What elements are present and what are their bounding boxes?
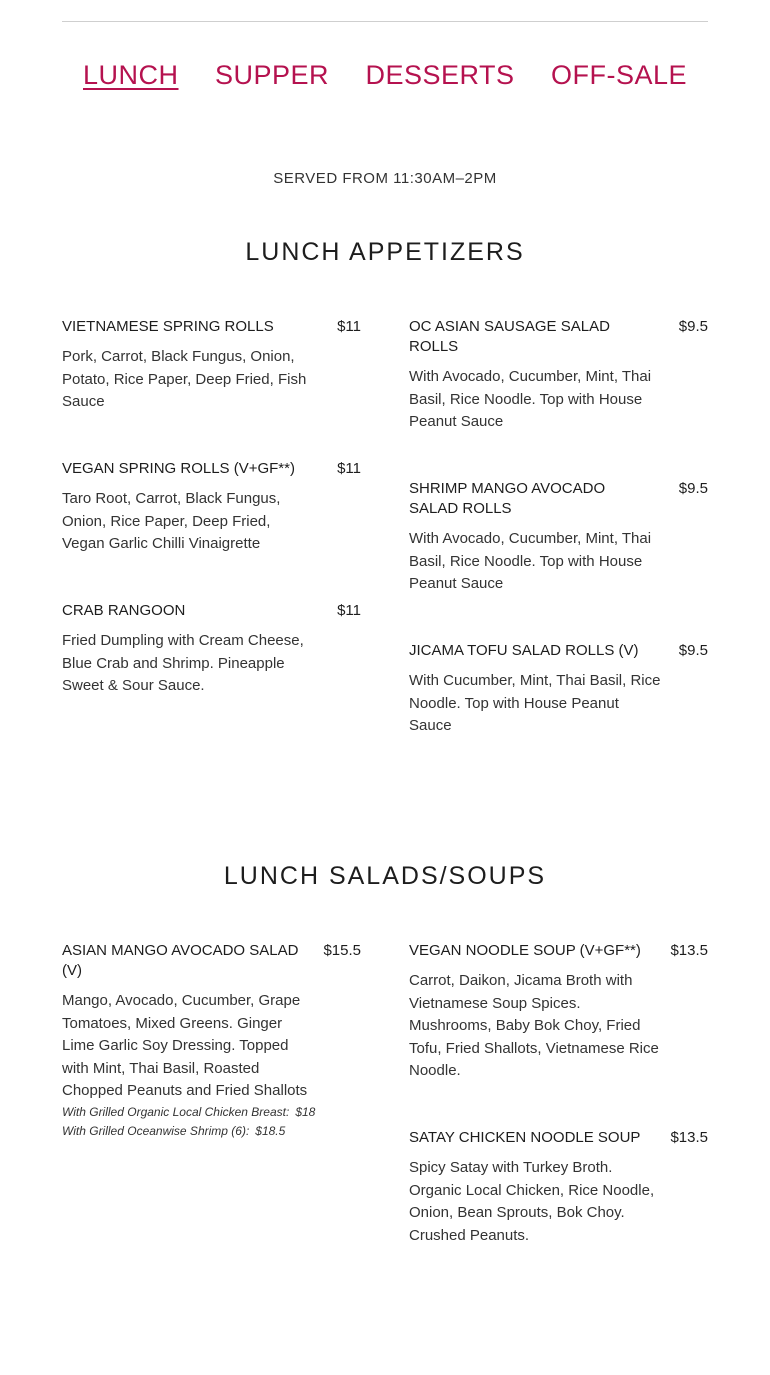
tab-supper[interactable]: SUPPER: [214, 60, 330, 90]
menu-item: [409, 641, 708, 738]
item-price: $9.5: [678, 642, 708, 659]
addon-price: $18: [295, 1104, 316, 1119]
item-description: Fried Dumpling with Cream Cheese, Blue Crab and Shrimp. Pineapple Sweet & Sour Sauce.: [62, 632, 304, 694]
item-description: With Avocado, Cucumber, Mint, Thai Basil, Rice Noodle. Top with House Peanut Sauce: [409, 368, 652, 430]
menu-item: [62, 317, 361, 414]
item-name: JICAMA TOFU SALAD ROLLS (V): [409, 642, 639, 659]
menu-item: [409, 941, 708, 1083]
menu-item: [409, 479, 708, 596]
menu-item: [409, 317, 708, 434]
item-description: Pork, Carrot, Black Fungus, Onion, Potato, Rice Paper, Deep Fried, Fish Sauce: [62, 348, 307, 410]
item-name: VEGAN NOODLE SOUP (V+GF**): [409, 942, 641, 959]
menu-item: [62, 459, 361, 556]
section-title-appetizers: LUNCH APPETIZERS: [245, 238, 525, 266]
item-price: $11: [337, 318, 361, 335]
item-description: With Avocado, Cucumber, Mint, Thai Basil, Rice Noodle. Top with House Peanut Sauce: [409, 530, 652, 592]
item-name: ASIAN MANGO AVOCADO SALAD (V): [62, 942, 299, 979]
menu-item: [62, 941, 361, 1141]
addon-label: With Grilled Organic Local Chicken Breast:: [62, 1104, 290, 1119]
tab-lunch[interactable]: LUNCH: [83, 60, 179, 90]
addon-option: [62, 1122, 361, 1141]
addon-option: [62, 1103, 361, 1122]
item-name: SHRIMP MANGO AVOCADO SALAD ROLLS: [409, 480, 606, 517]
item-name: OC ASIAN SAUSAGE SALAD ROLLS: [409, 318, 610, 355]
top-divider: [62, 21, 708, 22]
menu-tabs: [0, 60, 770, 91]
item-name: VEGAN SPRING ROLLS (V+GF**): [62, 460, 295, 477]
item-name: CRAB RANGOON: [62, 602, 186, 619]
item-description: Spicy Satay with Turkey Broth. Organic Local Chicken, Rice Noodle, Onion, Bean Sprouts, Bok Choy. Crushed Peanuts.: [409, 1159, 655, 1244]
menu-item: [409, 1128, 708, 1247]
item-description: With Cucumber, Mint, Thai Basil, Rice Noodle. Top with House Peanut Sauce: [409, 672, 661, 734]
item-name: VIETNAMESE SPRING ROLLS: [62, 318, 274, 335]
tab-off-sale[interactable]: OFF-SALE: [550, 60, 687, 90]
addon-price: $18.5: [255, 1123, 286, 1138]
item-price: $13.5: [670, 1129, 708, 1146]
served-hours: SERVED FROM 11:30AM–2PM: [273, 170, 497, 187]
item-price: $13.5: [670, 942, 708, 959]
tab-desserts[interactable]: DESSERTS: [365, 60, 515, 90]
item-price: $9.5: [678, 318, 708, 335]
item-description: Carrot, Daikon, Jicama Broth with Vietnamese Soup Spices. Mushrooms, Baby Bok Choy, Fried Tofu, Fried Shallots, Vietnamese Rice Noodle.: [409, 972, 659, 1079]
item-description: Taro Root, Carrot, Black Fungus, Onion, Rice Paper, Deep Fried, Vegan Garlic Chilli Vinaigrette: [62, 490, 281, 552]
item-description: Mango, Avocado, Cucumber, Grape Tomatoes, Mixed Greens. Ginger Lime Garlic Soy Dressing. Topped with Mint, Thai Basil, Roasted Chopped Peanuts and Fried Shallots: [62, 992, 308, 1099]
item-price: $11: [337, 602, 361, 619]
item-name: SATAY CHICKEN NOODLE SOUP: [409, 1129, 641, 1146]
item-price: $11: [337, 460, 361, 477]
item-price: $15.5: [323, 942, 361, 959]
menu-item: [62, 601, 361, 698]
section-title-salads-soups: LUNCH SALADS/SOUPS: [223, 862, 547, 890]
addon-label: With Grilled Oceanwise Shrimp (6):: [62, 1123, 250, 1138]
item-price: $9.5: [678, 480, 708, 497]
